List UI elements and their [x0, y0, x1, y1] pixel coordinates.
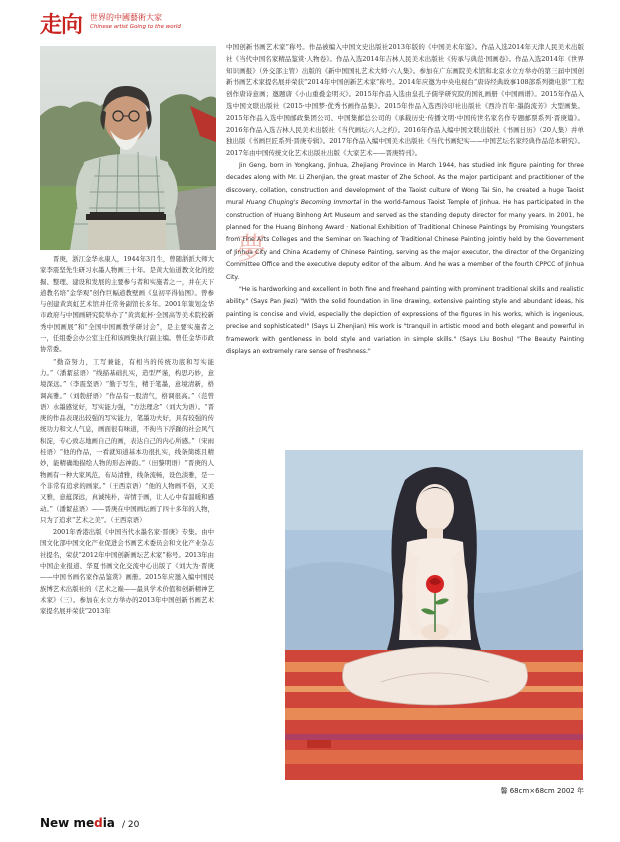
left-column-text	[40, 254, 214, 794]
achievements-continued-cn: 中国创新书画艺术家”称号。作品被编入中国文史出版社2013年版的《中国美术年鉴》。作品入选2014年天津人民美术出版社《当代中国名家精品鉴赏·人物卷》。作品入选2014年吉林人民美术出版社《传承与典范·国画卷》。作品入选2014年《世界知识画报》（外交部主管）出版的《新中国国礼艺术大师·六人集》。参加在广东画院美术馆和北京水立方举办的第三届中国创新书画艺术家提名展并荣获“2014年中国创新艺术家”称号。2014年应邀为中央电视台“唐诗经典故事108部系列微电影”工程创作唐诗意画；邀题唐《小山重叠金明灭》。2015年作品入选由皇孔子儒学研究院的国礼画册《中国画谱》。2015年作品入选中国文联出版社《2015·中国梦·优秀书画作品集》。2015年作品入选西泠印社出版社《西泠百年·墨韵流芳》大型画集。2015年作品入选中国邮政集团公司、中国集邮总公司的《承载历史·传播文明·中国传世名家名作专题邮票系列·晋庚篇》。2016年作品入选吉林人民美术出版社《当代画坛六人之约》。2016年作品入编中国文联出版社《书画日历》（20人集）并单独出版《书画巨匠系列·晋庚专辑》。2017年作品入编中国美术出版社《当代书画纪实——中国艺坛名家经典作品范本研究》。2017年由中国传统文化艺术出版社出版《大家艺术——晋庚特刊》。	[226, 43, 584, 158]
bio-paragraph-cn: 晋庚，浙江金华永康人，1944年3月生，曾随浙派大师大家李震坚先生研习水墨人物画三十年。是黄大仙道教文化的挖掘、整理、建设和发展的主要参与者和实施者之一，并在天下道教名培“金华观”创作巨幅道教壁画《皇初平得仙图》。曾参与创建黄宾虹艺术馆并任常务副馆长多年。2001年策划金华市政府与中国画研究院举办了“黄宾虹杯·全国高等美术院校新秀中国画展”和“全国中国画教学研讨会”，是主要实施者之一，任组委会办公室主任和该画集执行副主编。曾任金华市政协常委。	[40, 255, 214, 354]
watermark-glyph: 夢	[236, 232, 266, 267]
magazine-brand: New media	[40, 816, 115, 830]
mural-title: Huang Chuping's Becoming Immortal	[246, 199, 362, 207]
section-title: 世界的中國藝術大家	[90, 13, 162, 22]
quotes-paragraph-cn: “勤奋努力，工写兼能，有相当的传统功底和写实能力。”（潘絜兹语）“线描基础扎实，造型严谨，构思巧妙，意境深远。”（李震坚语）“勤于写生，精于笔墨，意境清新，格调高雅。”（刘勃舒语）“作品有一股清气，格调很高。”（范曾语）水墨感觉好，写实能力强，“方法理念”（刘大为语）。“晋庚的作品表现出较强的写实能力，笔墨功夫好，具有较强的传统功力和文人气息，画面很有味道，不拘当下浮躁的社会风气积淀，专心致志地画自己的画，表达自己的内心所感。”（宋雨桂语）“他的作品，一看就知道基本功很扎实，线条简练且精妙，能精确地描绘人物的形态神韵。”（田黎明语）“晋庚的人物画有一种大家风范，布局清雅，线条流畅，设色淡雅，是一个非常有追求的画家。”（王西京语）“他的人物画不俗，又美又雅，意蕴深远，真诚纯朴，寄情于画，让人心中有温暖和感动。”（潘絜兹语）——晋庚在中国画坛画了四十多年的人物，只为了追求“艺术之美”。（王西京语）	[40, 357, 214, 524]
section-logo: 走向	[40, 12, 83, 38]
painting-caption: 馨 68cm×68cm 2002 年	[500, 787, 584, 795]
painting-artwork	[285, 450, 583, 780]
section-subtitle: Chinese artist Going to the world	[90, 24, 181, 30]
section-header	[40, 8, 240, 38]
page-number: / 20	[122, 820, 140, 830]
right-column-text	[226, 42, 584, 452]
achievements-paragraph-cn: 2001年香港出版《中国当代水墨名家·晋庚》专集。由中国文化部中国文化产业促进会书画艺术委员会和文化产业杂志社提名，荣获“2012年中国创新画坛艺术家”称号。2013年由中国企业报道、华夏书画文化交流中心出版了《刘大为·晋庚——中国书画名家作品鉴赏》画册。2015年应邀入编中国民族博艺术出版社的《艺术之巅——最具学术价值和创新精神艺术家》（三）。参加在水立方举办的2013年中国创新书画艺术家提名展并荣获“2013年	[40, 528, 214, 616]
artist-photo	[40, 46, 216, 250]
page-footer	[40, 812, 160, 831]
quotes-paragraph-en: "He is hardworking and excellent in both fine and freehand painting with prominent traditional skills and realistic ability." (Says Pan Jiezi) "With the solid foundation in line drawing, extensive painting style and abundant ideas, his painting is concise and vivid, especially the depiction of expressions of the figures in his works, which is ingenious, precise and sophisticated!" (Says Li Zhenjian) His work is "tranquil in artistic mood and both elegant and powerful in framework with gentleness in bold style and variation in simple skills." (Says Liu Boshu) "The Beauty Painting displays an extremely rare sense of freshness."	[226, 286, 584, 356]
bio-paragraph-en: Jin Geng, born in Yongkang, Jinhua, Zhejiang Province in March 1944, has studied ink figure painting for three decades along with Mr. Li Zhenjian, the great master of Zhe School. As the major participant and practitioner of the discovery, collation, construction and development of the Taoist culture of Wong Tai Sin, he created a huge Taoist mural Huang Chuping's Becoming Immortal in the world-famous Taoist Temple of Jinhua. He has participated in the construction of Huang Binhong Art Museum and served as the standing deputy director for many years. In 2001, he planned for the Huang Binhong Award · National Exhibition of Traditional Chinese Paintings by Promising Youngsters from Fine Arts Colleges and the Seminar on Teaching of Traditional Chinese Painting jointly held by the Government of Jinhua City and China Academy of Chinese Painting, serving as the major executor, the director of the Organizing Committee Office and the executive deputy editor of the album. And he was a member of the fourth CPPCC of Jinhua City.	[226, 161, 584, 281]
